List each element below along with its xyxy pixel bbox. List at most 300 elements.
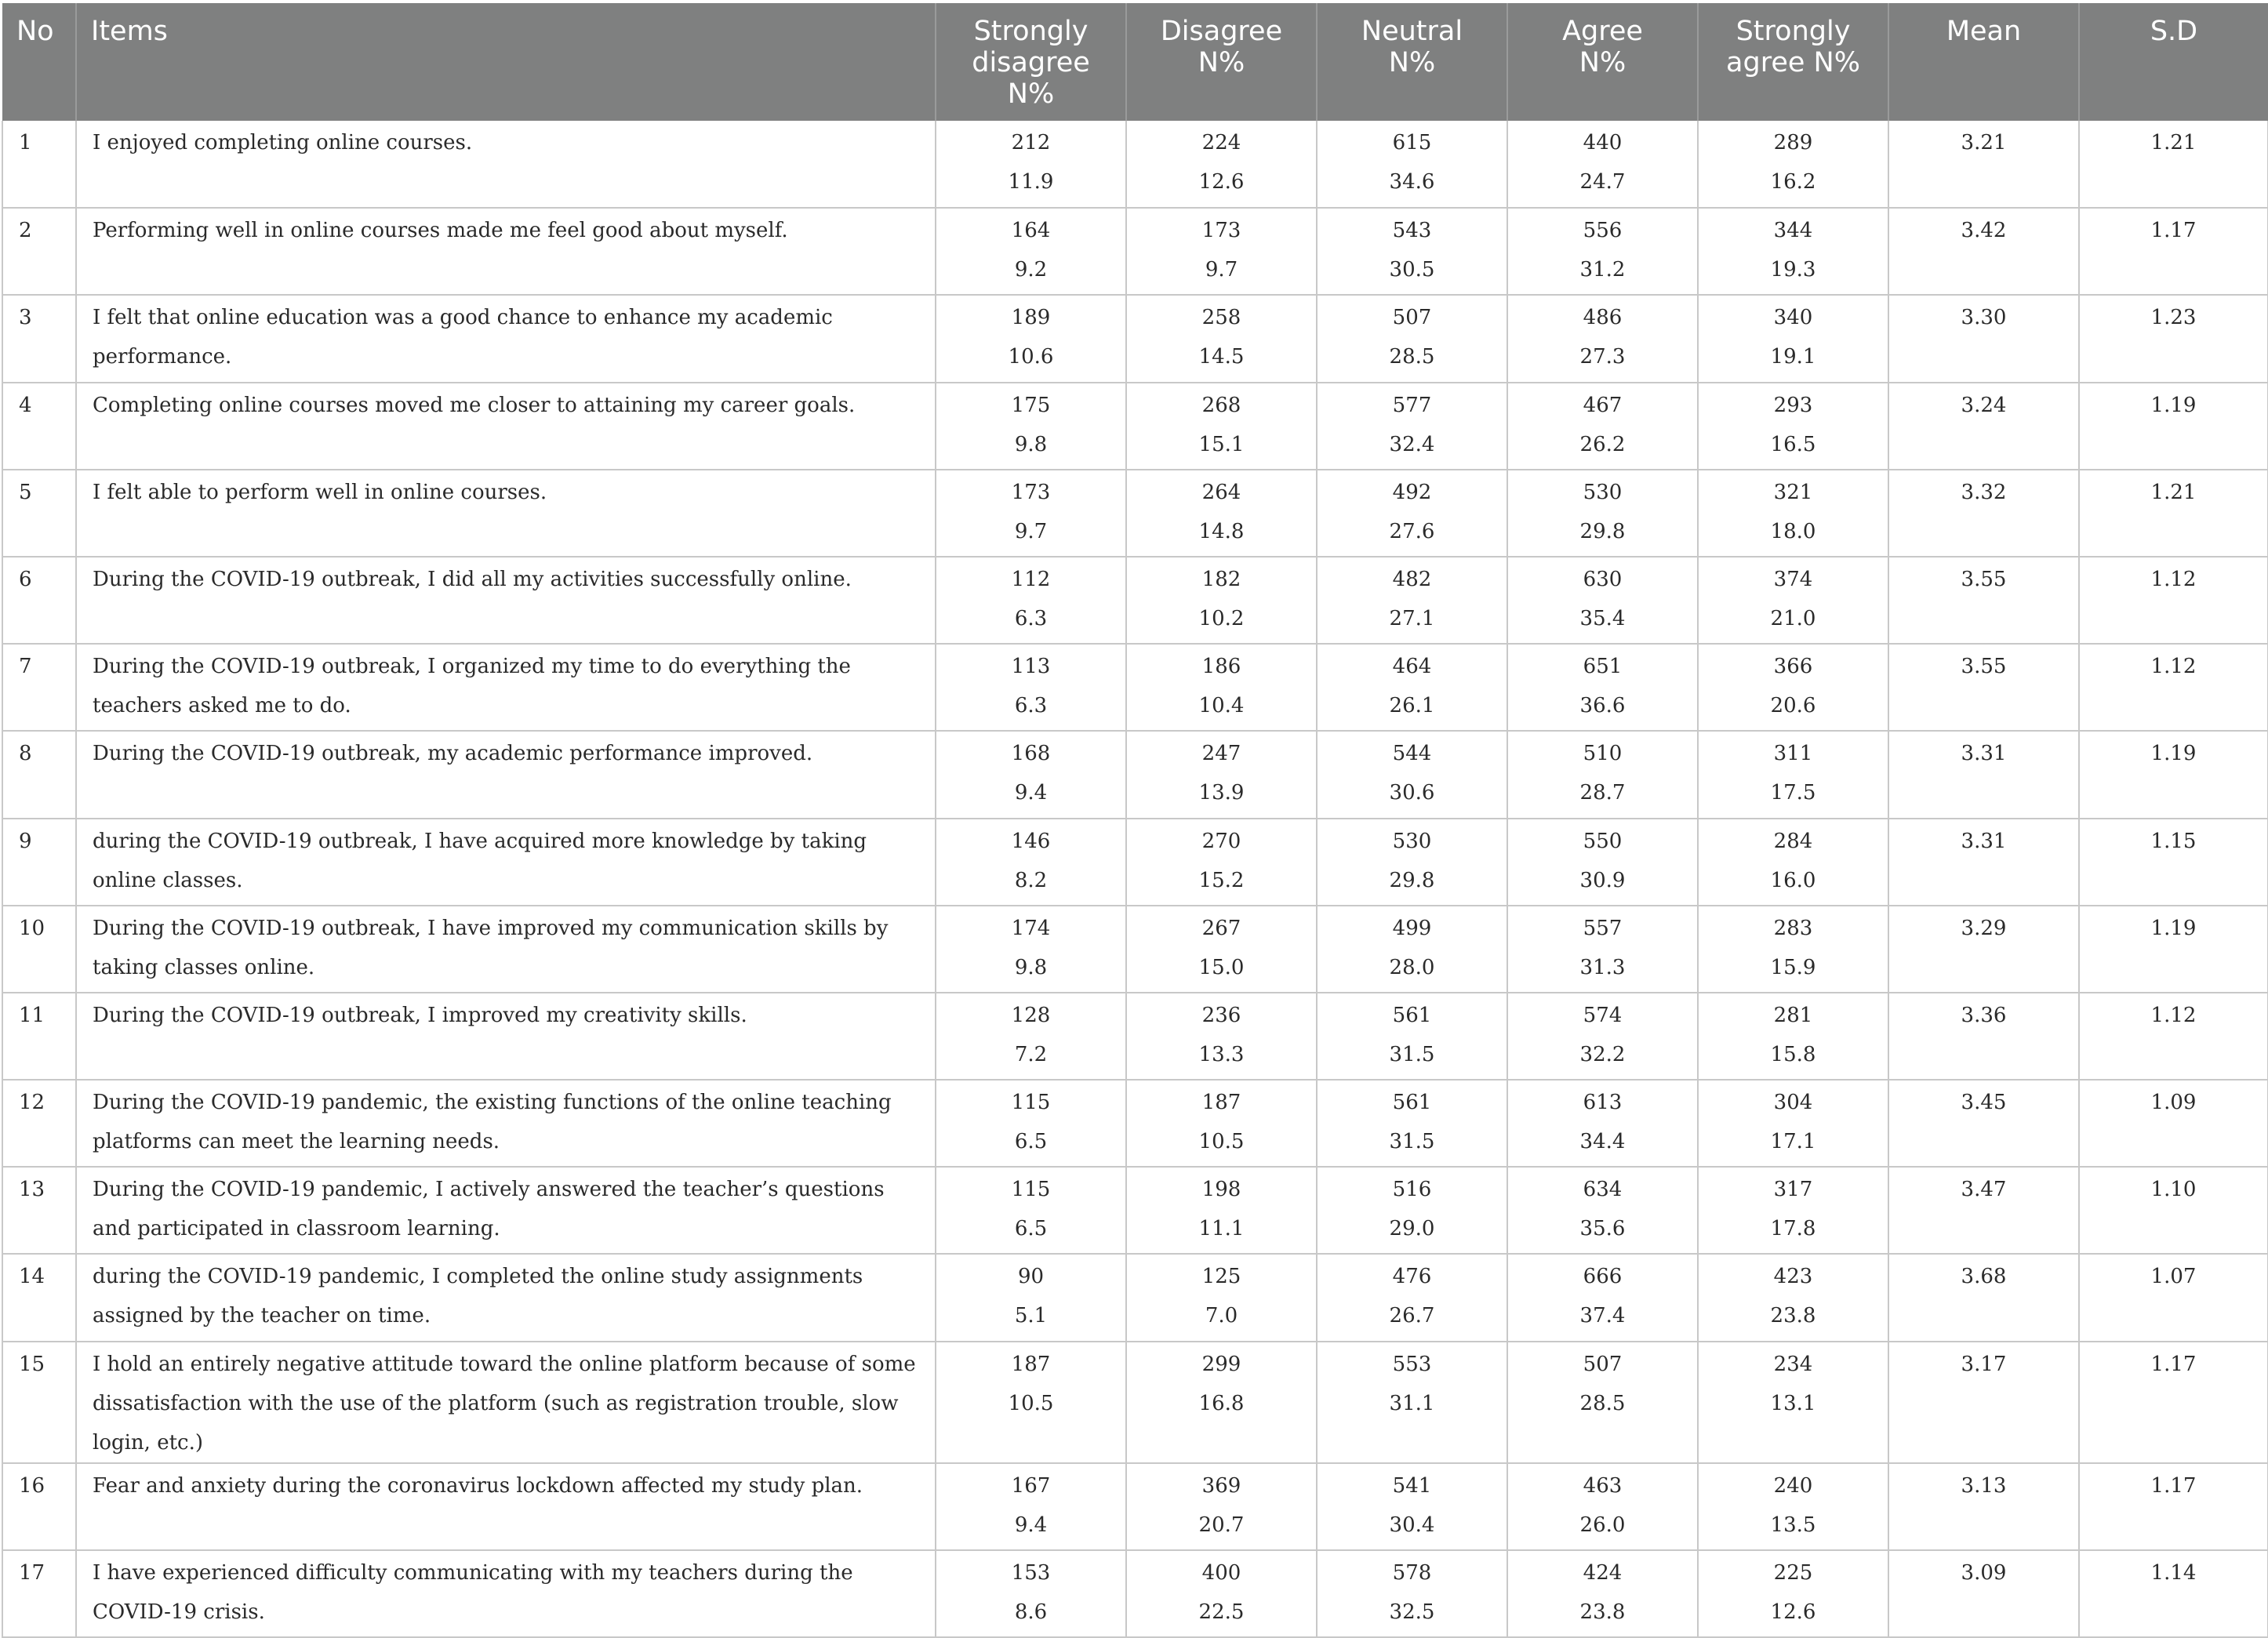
- strongly-disagree-count: 112: [1011, 567, 1051, 591]
- strongly-agree-percent: 16.2: [1770, 170, 1816, 194]
- agree-cell: [1507, 557, 1698, 644]
- disagree-cell: [1126, 1463, 1317, 1550]
- mean-cell: [1888, 993, 2079, 1080]
- item-text-cell: [76, 731, 936, 818]
- strongly-agree-percent: 17.5: [1770, 781, 1816, 805]
- strongly-disagree-cell: [936, 1550, 1126, 1637]
- row-number-text: 10: [19, 916, 45, 940]
- strongly-agree-cell: [1698, 1080, 1888, 1167]
- strongly-agree-percent: 17.1: [1770, 1130, 1816, 1154]
- strongly-disagree-cell: [936, 208, 1126, 295]
- disagree-count: 236: [1201, 1003, 1241, 1027]
- table-row: [2, 993, 2268, 1080]
- agree-count: 510: [1583, 742, 1623, 766]
- mean-cell: [1888, 295, 2079, 382]
- strongly-disagree-percent: 6.3: [1014, 694, 1048, 718]
- strongly-disagree-cell: [936, 1254, 1126, 1341]
- agree-percent: 30.9: [1579, 868, 1626, 892]
- agree-cell: [1507, 121, 1698, 208]
- disagree-cell: [1126, 470, 1317, 557]
- agree-count: 651: [1583, 655, 1623, 679]
- agree-count: 424: [1583, 1560, 1623, 1585]
- disagree-percent: 15.1: [1198, 432, 1245, 456]
- strongly-agree-count: 289: [1773, 131, 1813, 154]
- disagree-cell: [1126, 383, 1317, 470]
- sd-cell: [2079, 1550, 2268, 1637]
- strongly-disagree-count: 153: [1011, 1560, 1051, 1585]
- agree-percent: 28.7: [1579, 781, 1626, 805]
- table-row: [2, 295, 2268, 382]
- header-strongly-agree-line2: agree N%: [1726, 47, 1860, 78]
- disagree-count: 270: [1201, 829, 1241, 853]
- strongly-agree-cell: [1698, 819, 1888, 906]
- item-text-cell: [76, 1463, 936, 1550]
- strongly-disagree-count: 187: [1011, 1352, 1051, 1376]
- strongly-disagree-cell: [936, 1342, 1126, 1463]
- strongly-disagree-cell: [936, 1167, 1126, 1254]
- disagree-cell: [1126, 906, 1317, 993]
- disagree-percent: 9.7: [1205, 258, 1238, 282]
- neutral-percent: 26.7: [1389, 1304, 1435, 1328]
- strongly-agree-percent: 12.6: [1770, 1600, 1816, 1624]
- mean-value: 3.36: [1961, 1003, 2007, 1027]
- strongly-agree-cell: [1698, 644, 1888, 731]
- table-body: [2, 121, 2268, 1637]
- strongly-disagree-percent: 9.8: [1014, 955, 1048, 979]
- agree-percent: 29.8: [1579, 519, 1626, 543]
- row-number-text: 14: [19, 1265, 45, 1289]
- strongly-agree-count: 321: [1773, 480, 1813, 504]
- strongly-disagree-cell: [936, 906, 1126, 993]
- row-number-text: 5: [19, 480, 32, 504]
- agree-cell: [1507, 208, 1698, 295]
- agree-cell: [1507, 1550, 1698, 1637]
- disagree-count: 264: [1201, 480, 1241, 504]
- disagree-cell: [1126, 1080, 1317, 1167]
- strongly-agree-percent: 13.5: [1770, 1513, 1816, 1537]
- row-number-text: 3: [19, 306, 32, 330]
- item-text-cell: [76, 208, 936, 295]
- agree-cell: [1507, 1463, 1698, 1550]
- strongly-disagree-cell: [936, 557, 1126, 644]
- agree-cell: [1507, 644, 1698, 731]
- header-mean: Mean: [1888, 3, 2079, 121]
- sd-cell: [2079, 1254, 2268, 1341]
- strongly-agree-count: 240: [1773, 1473, 1813, 1498]
- row-number: [2, 731, 76, 818]
- agree-count: 530: [1583, 480, 1623, 504]
- strongly-agree-cell: [1698, 1550, 1888, 1637]
- mean-cell: [1888, 121, 2079, 208]
- header-agree-line2: N%: [1579, 47, 1626, 78]
- strongly-disagree-percent: 9.4: [1014, 781, 1048, 805]
- header-neutral: [1317, 3, 1507, 121]
- strongly-agree-cell: [1698, 1342, 1888, 1463]
- table-row: [2, 383, 2268, 470]
- header-neutral-line1: Neutral: [1361, 16, 1463, 47]
- item-text: Fear and anxiety during the coronavirus lockdown affected my study plan.: [93, 1473, 863, 1498]
- agree-cell: [1507, 993, 1698, 1080]
- neutral-cell: [1317, 1254, 1507, 1341]
- agree-percent: 32.2: [1579, 1042, 1626, 1066]
- row-number: [2, 121, 76, 208]
- strongly-agree-percent: 19.1: [1770, 345, 1816, 369]
- strongly-disagree-count: 173: [1011, 480, 1051, 504]
- header-disagree: [1126, 3, 1317, 121]
- item-text: During the COVID-19 pandemic, I actively answered the teacher’s questions and participated in classroom learning.: [93, 1178, 885, 1241]
- strongly-disagree-cell: [936, 295, 1126, 382]
- neutral-cell: [1317, 383, 1507, 470]
- mean-cell: [1888, 1254, 2079, 1341]
- neutral-count: 543: [1392, 219, 1432, 243]
- sd-cell: [2079, 993, 2268, 1080]
- disagree-cell: [1126, 208, 1317, 295]
- neutral-count: 578: [1392, 1560, 1432, 1585]
- neutral-count: 492: [1392, 480, 1432, 504]
- disagree-count: 267: [1201, 916, 1241, 940]
- strongly-agree-percent: 21.0: [1770, 606, 1816, 630]
- disagree-cell: [1126, 1254, 1317, 1341]
- row-number: [2, 993, 76, 1080]
- neutral-count: 499: [1392, 916, 1432, 940]
- item-text: I hold an entirely negative attitude toward the online platform because of some dissatisfaction with the use of the platform (such as registration trouble, slow login, etc.): [93, 1352, 916, 1455]
- agree-cell: [1507, 383, 1698, 470]
- row-number: [2, 383, 76, 470]
- row-number: [2, 557, 76, 644]
- row-number: [2, 1080, 76, 1167]
- strongly-agree-count: 344: [1773, 219, 1813, 243]
- strongly-disagree-percent: 8.6: [1014, 1600, 1048, 1624]
- strongly-agree-cell: [1698, 1254, 1888, 1341]
- table-row: [2, 819, 2268, 906]
- agree-count: 613: [1583, 1091, 1623, 1115]
- sd-cell: [2079, 1080, 2268, 1167]
- strongly-disagree-cell: [936, 383, 1126, 470]
- neutral-count: 482: [1392, 567, 1432, 591]
- disagree-percent: 14.5: [1198, 345, 1245, 369]
- sd-value: 1.21: [2150, 131, 2197, 154]
- strongly-disagree-count: 174: [1011, 916, 1051, 940]
- sd-cell: [2079, 1167, 2268, 1254]
- agree-percent: 36.6: [1579, 694, 1626, 718]
- item-text: During the COVID-19 outbreak, I organized my time to do everything the teachers asked me to do.: [93, 655, 851, 718]
- strongly-disagree-count: 128: [1011, 1003, 1051, 1027]
- neutral-count: 561: [1392, 1091, 1432, 1115]
- strongly-agree-percent: 16.0: [1770, 868, 1816, 892]
- sd-value: 1.21: [2150, 480, 2197, 504]
- mean-cell: [1888, 644, 2079, 731]
- strongly-disagree-cell: [936, 819, 1126, 906]
- mean-cell: [1888, 819, 2079, 906]
- neutral-percent: 28.5: [1389, 345, 1435, 369]
- sd-cell: [2079, 819, 2268, 906]
- table-row: [2, 731, 2268, 818]
- sd-value: 1.07: [2150, 1265, 2197, 1289]
- mean-cell: [1888, 208, 2079, 295]
- disagree-count: 268: [1201, 393, 1241, 417]
- row-number-text: 9: [19, 829, 32, 853]
- sd-value: 1.12: [2150, 655, 2197, 679]
- table-row: [2, 1342, 2268, 1463]
- strongly-disagree-count: 115: [1011, 1178, 1051, 1202]
- row-number: [2, 644, 76, 731]
- mean-value: 3.31: [1961, 829, 2007, 853]
- mean-value: 3.42: [1961, 219, 2007, 243]
- item-text: During the COVID-19 outbreak, I did all my activities successfully online.: [93, 567, 852, 591]
- table-header: [2, 3, 2268, 121]
- neutral-cell: [1317, 906, 1507, 993]
- disagree-cell: [1126, 1167, 1317, 1254]
- sd-value: 1.12: [2150, 567, 2197, 591]
- disagree-percent: 14.8: [1198, 519, 1245, 543]
- header-items: Items: [76, 3, 936, 121]
- strongly-agree-percent: 13.1: [1770, 1391, 1816, 1415]
- disagree-count: 198: [1201, 1178, 1241, 1202]
- item-text-cell: [76, 295, 936, 382]
- mean-value: 3.30: [1961, 306, 2007, 330]
- sd-cell: [2079, 644, 2268, 731]
- agree-percent: 31.3: [1579, 955, 1626, 979]
- disagree-percent: 13.9: [1198, 781, 1245, 805]
- sd-value: 1.19: [2150, 916, 2197, 940]
- neutral-cell: [1317, 731, 1507, 818]
- disagree-percent: 22.5: [1198, 1600, 1245, 1624]
- mean-cell: [1888, 1167, 2079, 1254]
- item-text: I enjoyed completing online courses.: [93, 131, 473, 154]
- row-number-text: 4: [19, 393, 32, 417]
- mean-cell: [1888, 731, 2079, 818]
- disagree-count: 125: [1201, 1265, 1241, 1289]
- agree-count: 463: [1583, 1473, 1623, 1498]
- neutral-count: 507: [1392, 306, 1432, 330]
- neutral-cell: [1317, 1167, 1507, 1254]
- neutral-count: 530: [1392, 829, 1432, 853]
- sd-value: 1.19: [2150, 393, 2197, 417]
- sd-cell: [2079, 121, 2268, 208]
- table-row: [2, 208, 2268, 295]
- disagree-cell: [1126, 993, 1317, 1080]
- strongly-agree-count: 374: [1773, 567, 1813, 591]
- disagree-percent: 13.3: [1198, 1042, 1245, 1066]
- mean-value: 3.09: [1961, 1560, 2007, 1585]
- sd-cell: [2079, 1463, 2268, 1550]
- disagree-count: 247: [1201, 742, 1241, 766]
- strongly-disagree-percent: 9.4: [1014, 1513, 1048, 1537]
- strongly-disagree-percent: 6.5: [1014, 1130, 1048, 1154]
- agree-count: 440: [1583, 131, 1623, 154]
- neutral-count: 476: [1392, 1265, 1432, 1289]
- strongly-disagree-cell: [936, 470, 1126, 557]
- sd-cell: [2079, 470, 2268, 557]
- strongly-disagree-cell: [936, 993, 1126, 1080]
- agree-count: 634: [1583, 1178, 1623, 1202]
- neutral-cell: [1317, 993, 1507, 1080]
- neutral-percent: 34.6: [1389, 170, 1435, 194]
- sd-cell: [2079, 906, 2268, 993]
- strongly-agree-count: 283: [1773, 916, 1813, 940]
- strongly-agree-cell: [1698, 383, 1888, 470]
- item-text-cell: [76, 644, 936, 731]
- strongly-agree-count: 366: [1773, 655, 1813, 679]
- disagree-percent: 16.8: [1198, 1391, 1245, 1415]
- disagree-count: 186: [1201, 655, 1241, 679]
- strongly-agree-cell: [1698, 470, 1888, 557]
- sd-value: 1.12: [2150, 1003, 2197, 1027]
- agree-percent: 31.2: [1579, 258, 1626, 282]
- neutral-percent: 30.4: [1389, 1513, 1435, 1537]
- row-number-text: 7: [19, 655, 32, 679]
- item-text-cell: [76, 819, 936, 906]
- strongly-disagree-count: 189: [1011, 306, 1051, 330]
- sd-value: 1.17: [2150, 219, 2197, 243]
- mean-cell: [1888, 470, 2079, 557]
- row-number-text: 6: [19, 567, 32, 591]
- neutral-percent: 26.1: [1389, 694, 1435, 718]
- strongly-agree-cell: [1698, 731, 1888, 818]
- disagree-percent: 15.0: [1198, 955, 1245, 979]
- mean-cell: [1888, 557, 2079, 644]
- strongly-disagree-cell: [936, 1463, 1126, 1550]
- sd-value: 1.10: [2150, 1178, 2197, 1202]
- header-agree-line1: Agree: [1562, 16, 1643, 47]
- neutral-percent: 31.1: [1389, 1391, 1435, 1415]
- neutral-cell: [1317, 1463, 1507, 1550]
- neutral-cell: [1317, 1342, 1507, 1463]
- sd-cell: [2079, 295, 2268, 382]
- strongly-agree-cell: [1698, 295, 1888, 382]
- table-row: [2, 1080, 2268, 1167]
- disagree-percent: 15.2: [1198, 868, 1245, 892]
- agree-count: 467: [1583, 393, 1623, 417]
- neutral-count: 577: [1392, 393, 1432, 417]
- disagree-count: 187: [1201, 1091, 1241, 1115]
- neutral-percent: 30.6: [1389, 781, 1435, 805]
- item-text-cell: [76, 1254, 936, 1341]
- strongly-agree-cell: [1698, 557, 1888, 644]
- strongly-agree-percent: 15.8: [1770, 1042, 1816, 1066]
- strongly-agree-cell: [1698, 906, 1888, 993]
- mean-value: 3.31: [1961, 742, 2007, 766]
- neutral-count: 516: [1392, 1178, 1432, 1202]
- agree-percent: 28.5: [1579, 1391, 1626, 1415]
- row-number: [2, 1342, 76, 1463]
- neutral-cell: [1317, 208, 1507, 295]
- table-row: [2, 121, 2268, 208]
- neutral-cell: [1317, 644, 1507, 731]
- item-text-cell: [76, 1167, 936, 1254]
- row-number-text: 12: [19, 1091, 45, 1115]
- item-text: During the COVID-19 outbreak, my academic performance improved.: [93, 742, 813, 766]
- neutral-cell: [1317, 1550, 1507, 1637]
- sd-cell: [2079, 383, 2268, 470]
- item-text: I have experienced difficulty communicating with my teachers during the COVID-19 crisis.: [93, 1560, 853, 1624]
- agree-count: 556: [1583, 219, 1623, 243]
- row-number-text: 15: [19, 1352, 45, 1376]
- sd-value: 1.23: [2150, 306, 2197, 330]
- strongly-disagree-percent: 9.8: [1014, 432, 1048, 456]
- disagree-count: 173: [1201, 219, 1241, 243]
- strongly-agree-percent: 16.5: [1770, 432, 1816, 456]
- disagree-count: 299: [1201, 1352, 1241, 1376]
- mean-cell: [1888, 1080, 2079, 1167]
- mean-value: 3.24: [1961, 393, 2007, 417]
- strongly-disagree-percent: 11.9: [1008, 170, 1054, 194]
- disagree-count: 369: [1201, 1473, 1241, 1498]
- disagree-count: 400: [1201, 1560, 1241, 1585]
- strongly-disagree-count: 115: [1011, 1091, 1051, 1115]
- strongly-agree-percent: 20.6: [1770, 694, 1816, 718]
- strongly-agree-count: 284: [1773, 829, 1813, 853]
- agree-percent: 27.3: [1579, 345, 1626, 369]
- agree-percent: 24.7: [1579, 170, 1626, 194]
- table-row: [2, 1254, 2268, 1341]
- disagree-percent: 11.1: [1198, 1217, 1245, 1241]
- strongly-agree-count: 304: [1773, 1091, 1813, 1115]
- sd-value: 1.15: [2150, 829, 2197, 853]
- neutral-count: 541: [1392, 1473, 1432, 1498]
- neutral-percent: 27.6: [1389, 519, 1435, 543]
- disagree-percent: 10.5: [1198, 1130, 1245, 1154]
- item-text: During the COVID-19 outbreak, I improved my creativity skills.: [93, 1003, 747, 1027]
- neutral-count: 464: [1392, 655, 1432, 679]
- disagree-count: 258: [1201, 306, 1241, 330]
- item-text: I felt able to perform well in online courses.: [93, 480, 547, 504]
- header-disagree-line2: N%: [1198, 47, 1245, 78]
- disagree-cell: [1126, 819, 1317, 906]
- strongly-disagree-percent: 7.2: [1014, 1042, 1048, 1066]
- neutral-percent: 31.5: [1389, 1042, 1435, 1066]
- agree-count: 557: [1583, 916, 1623, 940]
- disagree-count: 182: [1201, 567, 1241, 591]
- strongly-agree-cell: [1698, 121, 1888, 208]
- strongly-disagree-cell: [936, 644, 1126, 731]
- row-number: [2, 819, 76, 906]
- strongly-agree-count: 225: [1773, 1560, 1813, 1585]
- mean-value: 3.55: [1961, 655, 2007, 679]
- strongly-disagree-count: 167: [1011, 1473, 1051, 1498]
- neutral-percent: 27.1: [1389, 606, 1435, 630]
- item-text-cell: [76, 1550, 936, 1637]
- disagree-percent: 10.4: [1198, 694, 1245, 718]
- agree-cell: [1507, 1342, 1698, 1463]
- strongly-disagree-count: 164: [1011, 219, 1051, 243]
- table-row: [2, 470, 2268, 557]
- mean-cell: [1888, 383, 2079, 470]
- agree-cell: [1507, 470, 1698, 557]
- item-text: I felt that online education was a good chance to enhance my academic performance.: [93, 306, 833, 369]
- table-row: [2, 644, 2268, 731]
- strongly-disagree-cell: [936, 1080, 1126, 1167]
- neutral-count: 544: [1392, 742, 1432, 766]
- agree-cell: [1507, 731, 1698, 818]
- sd-value: 1.14: [2150, 1560, 2197, 1585]
- disagree-percent: 12.6: [1198, 170, 1245, 194]
- neutral-cell: [1317, 1080, 1507, 1167]
- mean-value: 3.13: [1961, 1473, 2007, 1498]
- strongly-disagree-count: 168: [1011, 742, 1051, 766]
- strongly-agree-count: 317: [1773, 1178, 1813, 1202]
- row-number: [2, 295, 76, 382]
- table-row: [2, 557, 2268, 644]
- table-row: [2, 906, 2268, 993]
- strongly-agree-percent: 18.0: [1770, 519, 1816, 543]
- agree-count: 574: [1583, 1003, 1623, 1027]
- header-strongly-agree-line1: Strongly: [1736, 16, 1851, 47]
- strongly-agree-count: 340: [1773, 306, 1813, 330]
- disagree-cell: [1126, 731, 1317, 818]
- row-number: [2, 470, 76, 557]
- strongly-agree-count: 423: [1773, 1265, 1813, 1289]
